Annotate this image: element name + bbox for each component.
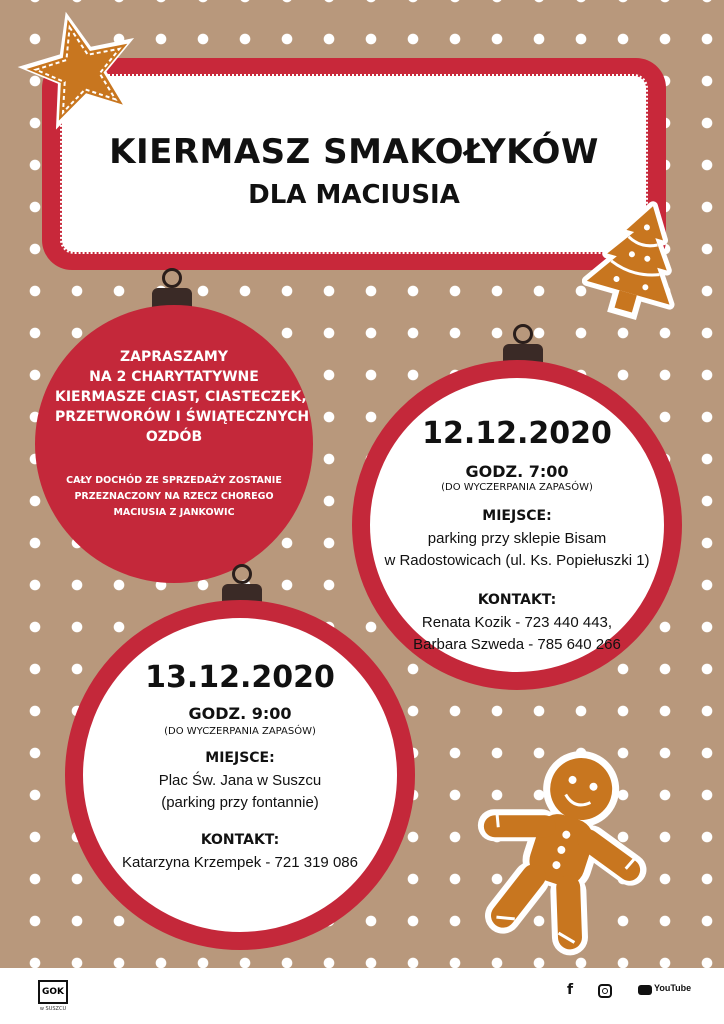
event-1-place-line2: w Radostowicach (ul. Ks. Popiełuszki 1)	[384, 552, 650, 569]
gingerbread-man-icon	[455, 738, 670, 958]
facebook-icon[interactable]: f	[567, 982, 574, 998]
event-1-place-label: MIEJSCE:	[482, 508, 552, 524]
footer	[0, 968, 724, 1024]
event-2-time: GODZ. 9:00	[188, 704, 292, 723]
event-2-date: 13.12.2020	[145, 660, 335, 695]
youtube-label[interactable]: YouTube	[654, 983, 692, 993]
event-1-time: GODZ. 7:00	[465, 462, 569, 481]
event-1-place-line1: parking przy sklepie Bisam	[427, 530, 607, 547]
intro-ornament	[35, 305, 313, 583]
event-2-place-line2: (parking przy fontannie)	[161, 794, 319, 811]
event-2-note: (DO WYCZERPANIA ZAPASÓW)	[164, 726, 316, 737]
event-2-ornament	[65, 600, 415, 950]
star-cookie-icon	[10, 4, 150, 134]
event-1-contact-label: KONTAKT:	[477, 592, 557, 608]
event-1-ornament	[352, 360, 682, 690]
title-sub: DLA MACIUSIA	[248, 180, 460, 210]
gok-logo: GOK	[38, 980, 68, 1004]
event-1-contact-line2: Barbara Szweda - 785 640 266	[413, 636, 621, 653]
instagram-icon[interactable]	[598, 984, 612, 998]
tree-cookie-icon	[582, 200, 692, 325]
event-1-note: (DO WYCZERPANIA ZAPASÓW)	[441, 482, 593, 493]
intro-text: ZAPRASZAMY NA 2 CHARYTATYWNE KIERMASZE CIAST, CIASTECZEK, PRZETWORÓW I ŚWIĄTECZNYCH OZDÓB	[55, 349, 310, 445]
event-2-contact-label: KONTAKT:	[200, 832, 280, 848]
youtube-icon[interactable]	[638, 985, 652, 995]
event-2-place-line1: Plac Św. Jana w Suszcu	[158, 772, 322, 789]
gok-logo-subtitle: w SUSZCU	[39, 1006, 67, 1012]
event-2-contact-line1: Katarzyna Krzempek - 721 319 086	[122, 854, 358, 871]
event-1-contact-line1: Renata Kozik - 723 440 443,	[421, 614, 613, 631]
title-main: KIERMASZ SMAKOŁYKÓW	[109, 132, 599, 172]
event-1-date: 12.12.2020	[422, 416, 612, 451]
event-2-place-label: MIEJSCE:	[205, 750, 275, 766]
proceeds-note: CAŁY DOCHÓD ZE SPRZEDAŻY ZOSTANIE PRZEZNACZONY NA RZECZ CHOREGO MACIUSIA Z JANKOWIC	[66, 475, 282, 518]
